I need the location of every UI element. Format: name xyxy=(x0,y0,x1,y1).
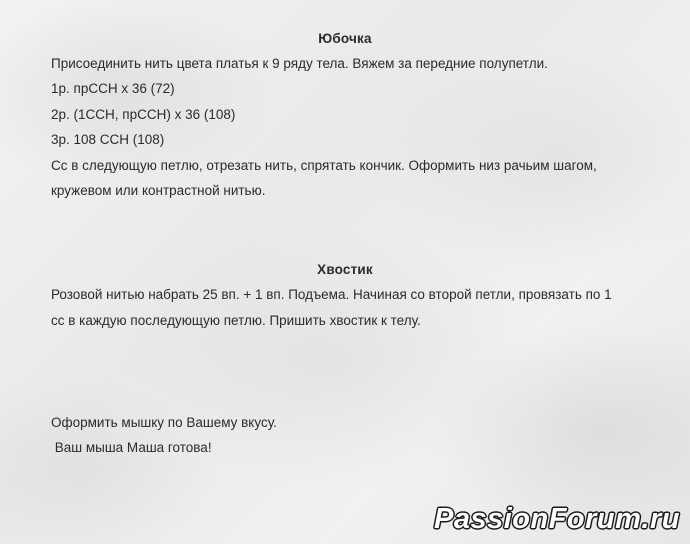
tail-line-2: сс в каждую последующую петлю. Пришить хвостик к телу. xyxy=(51,313,421,328)
skirt-line-2: 1р. прССН х 36 (72) xyxy=(51,81,175,96)
closing-line-2: Ваш мыша Маша готова! xyxy=(51,440,212,455)
skirt-line-4: 3р. 108 ССН (108) xyxy=(51,132,165,147)
closing-line-1: Оформить мышку по Вашему вкусу. xyxy=(51,415,277,430)
tail-line-1: Розовой нитью набрать 25 вп. + 1 вп. Подъема. Начиная со второй петли, провязать по 1 xyxy=(51,287,612,302)
skirt-line-3: 2р. (1ССН, прССН) х 36 (108) xyxy=(51,107,236,122)
skirt-line-5: Сс в следующую петлю, отрезать нить, спрятать кончик. Оформить низ рачьим шагом, xyxy=(51,158,597,173)
skirt-line-6: кружевом или контрастной нитью. xyxy=(51,183,266,198)
skirt-heading: Юбочка xyxy=(318,31,372,46)
tail-heading: Хвостик xyxy=(317,262,373,277)
skirt-line-1: Присоединить нить цвета платья к 9 ряду тела. Вяжем за передние полупетли. xyxy=(51,56,548,71)
site-watermark: PassionForum.ru xyxy=(434,503,680,535)
